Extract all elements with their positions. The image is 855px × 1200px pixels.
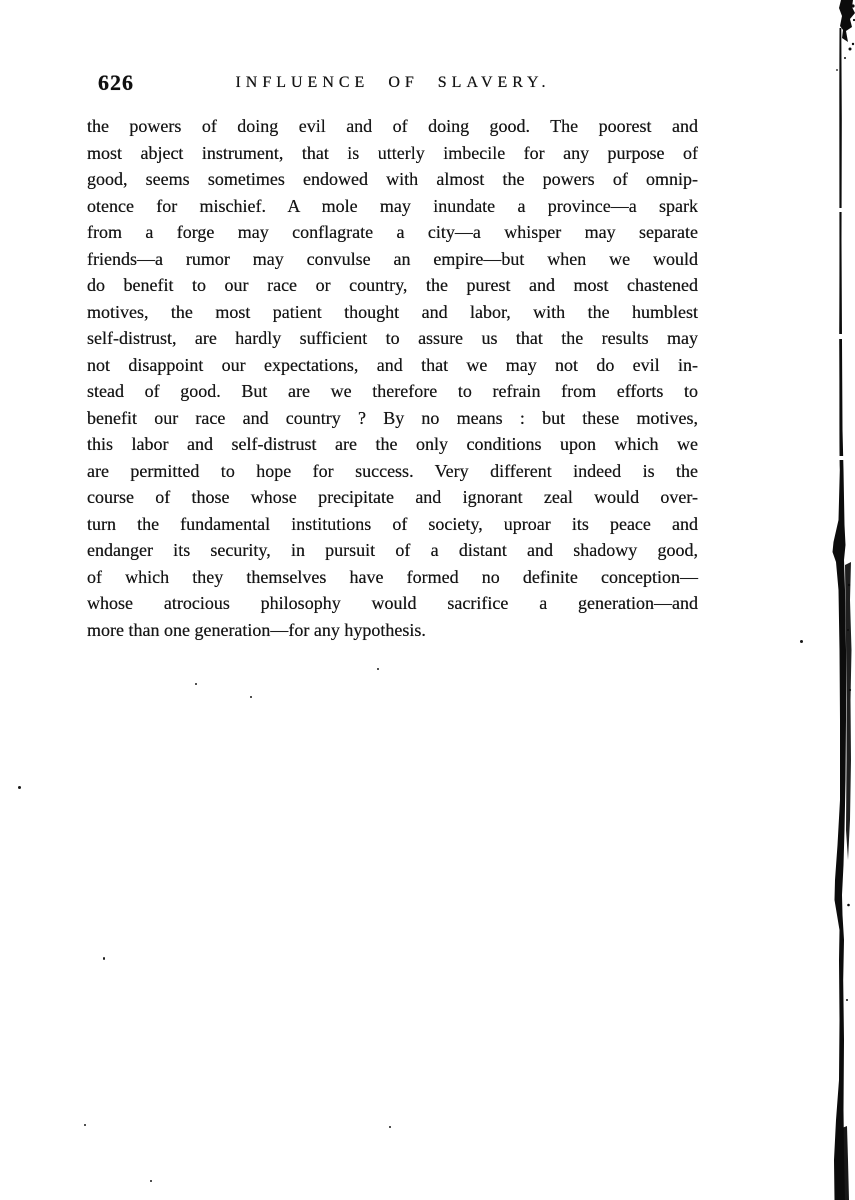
ink-speck [195,683,197,685]
running-title: INFLUENCE OF SLAVERY. [235,74,551,91]
body-line: whose atrocious philosophy would sacrifice a generation—and [87,593,698,613]
scan-binding-artifact [829,0,855,1200]
body-line: stead of good. But are we therefore to refrain from efforts to [87,381,698,401]
body-line: not disappoint our expectations, and that we may not do evil in- [87,354,698,375]
body-line: endanger its security, in pursuit of a distant and shadowy good, [87,540,698,560]
body-line: more than one generation—for any hypothesis. [87,619,426,640]
body-line: most abject instrument, that is utterly imbecile for any purpose of [87,142,698,163]
body-line: benefit our race and country ? By no means : but these motives, [87,407,698,428]
body-line: are permitted to hope for success. Very different indeed is the [87,460,698,481]
body-line: the powers of doing evil and of doing good. The poorest and [87,116,698,136]
body-line: do benefit to our race or country, the purest and most chastened [87,275,698,295]
body-line: good, seems sometimes endowed with almost the powers of omnip- [87,169,698,189]
ink-speck [389,1126,391,1128]
ink-speck [103,957,105,960]
body-line: course of those whose precipitate and ignorant zeal would over- [87,487,698,507]
body-line: friends—a rumor may convulse an empire—but when we would [87,248,698,269]
page-number: 626 [98,70,134,95]
ink-speck [800,640,803,643]
ink-speck [377,668,379,670]
body-text [87,113,698,643]
body-line: turn the fundamental institutions of society, uproar its peace and [87,513,698,534]
ink-speck [18,786,21,789]
ink-speck [150,1180,152,1182]
ink-speck [250,696,252,698]
body-line: this labor and self-distrust are the only conditions upon which we [87,434,698,454]
ink-speck [84,1124,86,1126]
body-line: otence for mischief. A mole may inundate a province—a spark [87,195,698,216]
body-line: self-distrust, are hardly sufficient to assure us that the results may [87,328,698,348]
body-line: from a forge may conflagrate a city—a whisper may separate [87,222,698,242]
body-line: motives, the most patient thought and labor, with the humblest [87,301,698,322]
body-line: of which they themselves have formed no definite conception— [87,566,698,587]
